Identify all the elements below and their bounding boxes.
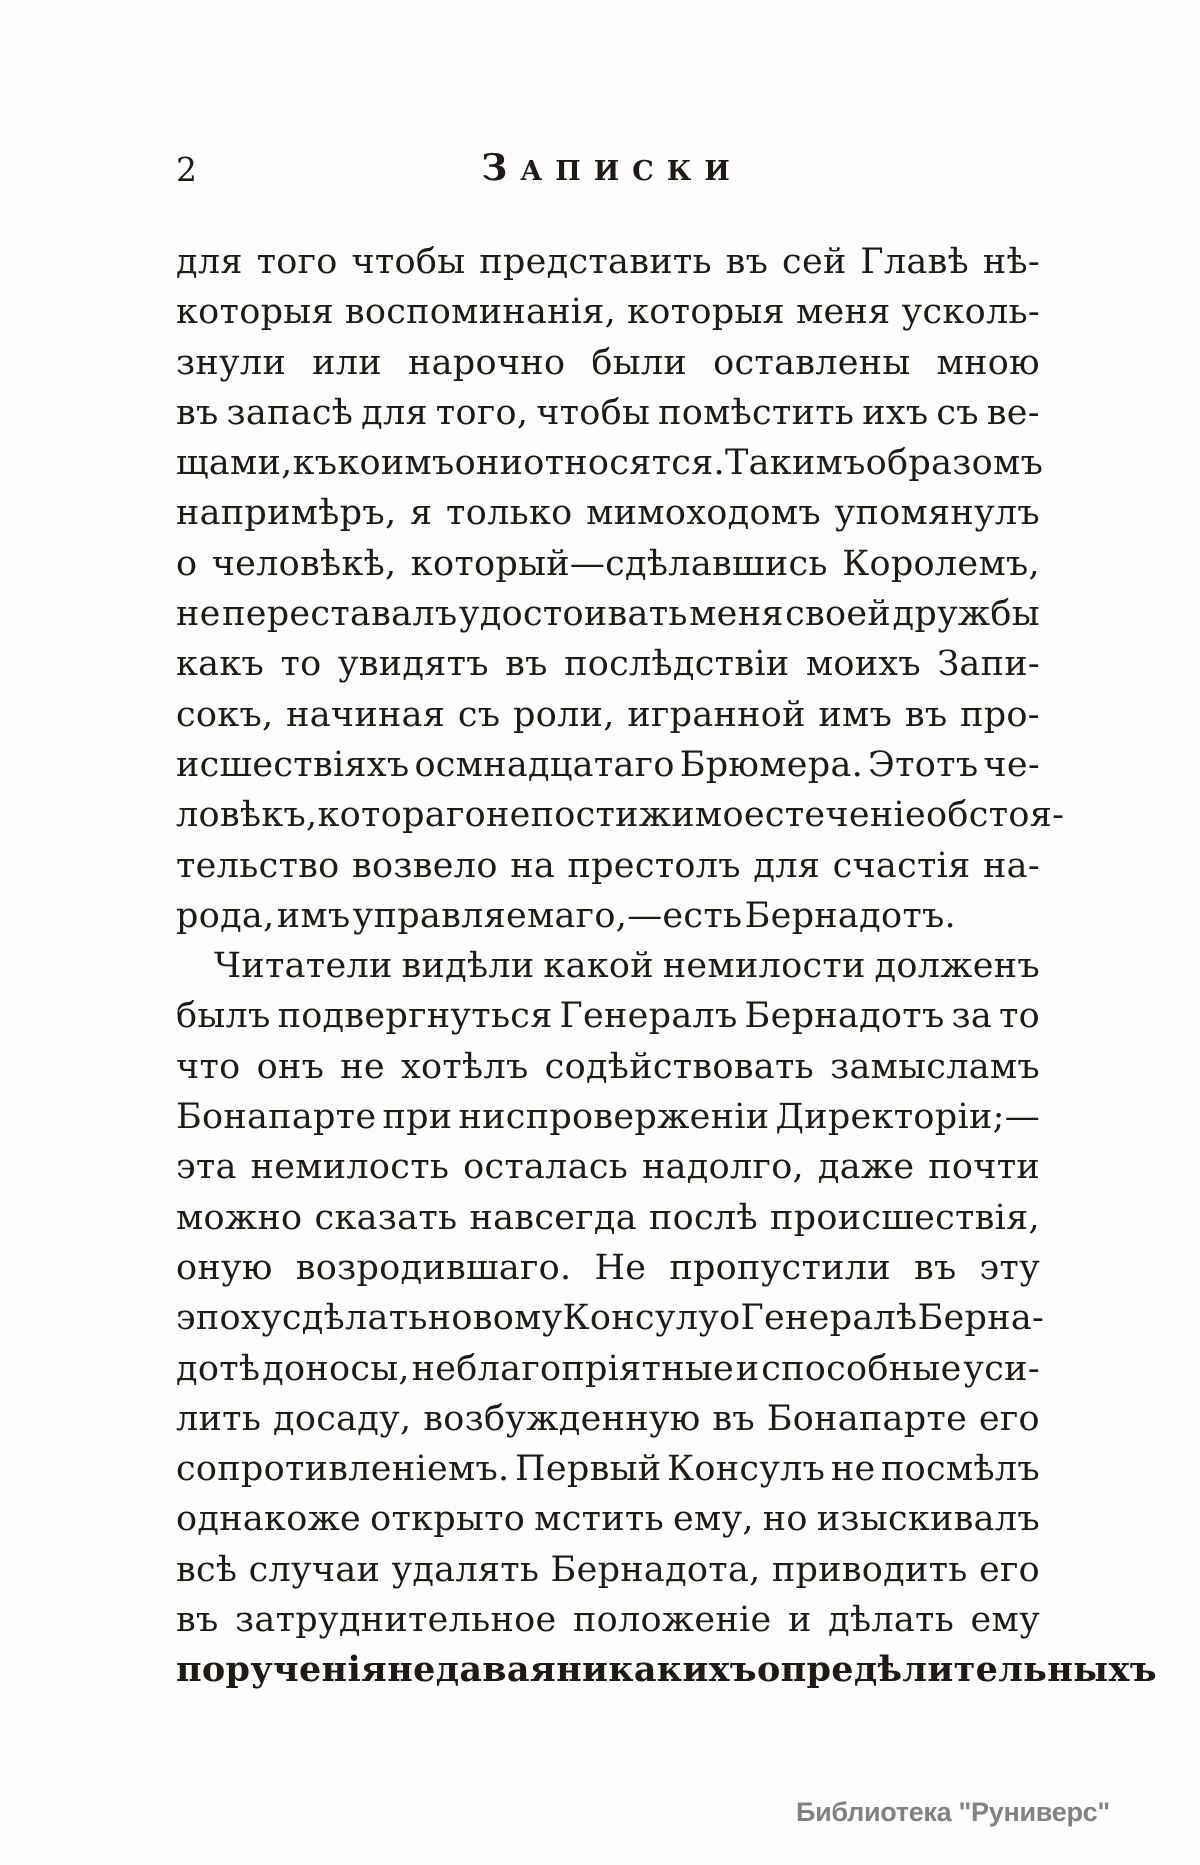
text-line: въ запасѣ для того, чтобы помѣстить ихъ съ ве- — [176, 392, 1040, 433]
running-title-wrap — [0, 148, 1200, 192]
text-line: для того чтобы представить въ сей Главѣ нѣ- — [176, 242, 1040, 282]
text-line: рода, имъ управляемаго,—есть Бернадотъ. — [176, 895, 956, 936]
text-line: напримѣръ, я только мимоходомъ упомянулъ — [176, 493, 1040, 534]
text-line: Бонапарте при ниспроверженіи Директоріи;— — [176, 1097, 1040, 1138]
text-line: лить досаду, возбужденную въ Бонапарте его — [176, 1398, 1040, 1439]
library-watermark: Библиотека "Руниверс" — [796, 1797, 1110, 1827]
text-line: тельство возвело на престолъ для счастія на- — [176, 845, 1040, 886]
text-line: былъ подвергнуться Генералъ Бернадотъ за то — [176, 996, 1040, 1037]
running-title: ЗАПИСКИ — [481, 147, 743, 189]
text-line: въ затруднительное положеніе и дѣлать ему — [176, 1600, 1040, 1641]
text-line: ловѣкъ, котораго непостижимое стеченіе обстоя- — [176, 795, 1065, 836]
text-line: Читатели видѣли какой немилости долженъ — [214, 946, 1040, 987]
text-line: эта немилость осталась надолго, даже почти — [176, 1147, 1040, 1188]
page-text — [176, 237, 1157, 1696]
text-line: можно сказать навсегда послѣ происшествія, — [176, 1197, 1040, 1238]
text-line: дотѣ доносы, неблагопріятные и способные уси- — [176, 1348, 1040, 1389]
text-line: о человѣкѣ, который—сдѣлавшись Королемъ, — [176, 543, 1040, 584]
text-line: исшествіяхъ осмнадцатаго Брюмера. Этотъ че- — [176, 744, 1040, 785]
text-line: оную возродившаго. Не пропустили въ эту — [176, 1247, 1040, 1288]
text-line: однакоже открыто мстить ему, но изыскивалъ — [176, 1499, 1040, 1540]
page-header — [0, 148, 1200, 192]
text-line: которыя воспоминанія, которыя меня усколь- — [176, 292, 1040, 333]
text-line: сокъ, начиная съ роли, игранной имъ въ про- — [176, 694, 1040, 735]
text-line: сопротивленіемъ. Первый Консулъ не посмѣлъ — [176, 1449, 1040, 1490]
text-line: какъ то увидятъ въ послѣдствіи моихъ Запи- — [176, 644, 1040, 685]
text-line: порученія не давая никакихъ опредѣлительныхъ — [176, 1649, 1157, 1691]
text-line: знули или нарочно были оставлены мною — [176, 342, 1040, 383]
text-line: эпоху сдѣлать новому Консулу о Генералѣ Берна- — [176, 1298, 1045, 1339]
page-number: 2 — [176, 150, 197, 189]
text-line: щами, къ коимъ они относятся. Такимъ образомъ — [176, 443, 1044, 484]
text-line: что онъ не хотѣлъ содѣйствовать замысламъ — [176, 1046, 1040, 1087]
text-line: всѣ случаи удалять Бернадота, приводить его — [176, 1549, 1040, 1590]
text-line: не переставалъ удостоивать меня своей дружбы — [176, 594, 1040, 635]
